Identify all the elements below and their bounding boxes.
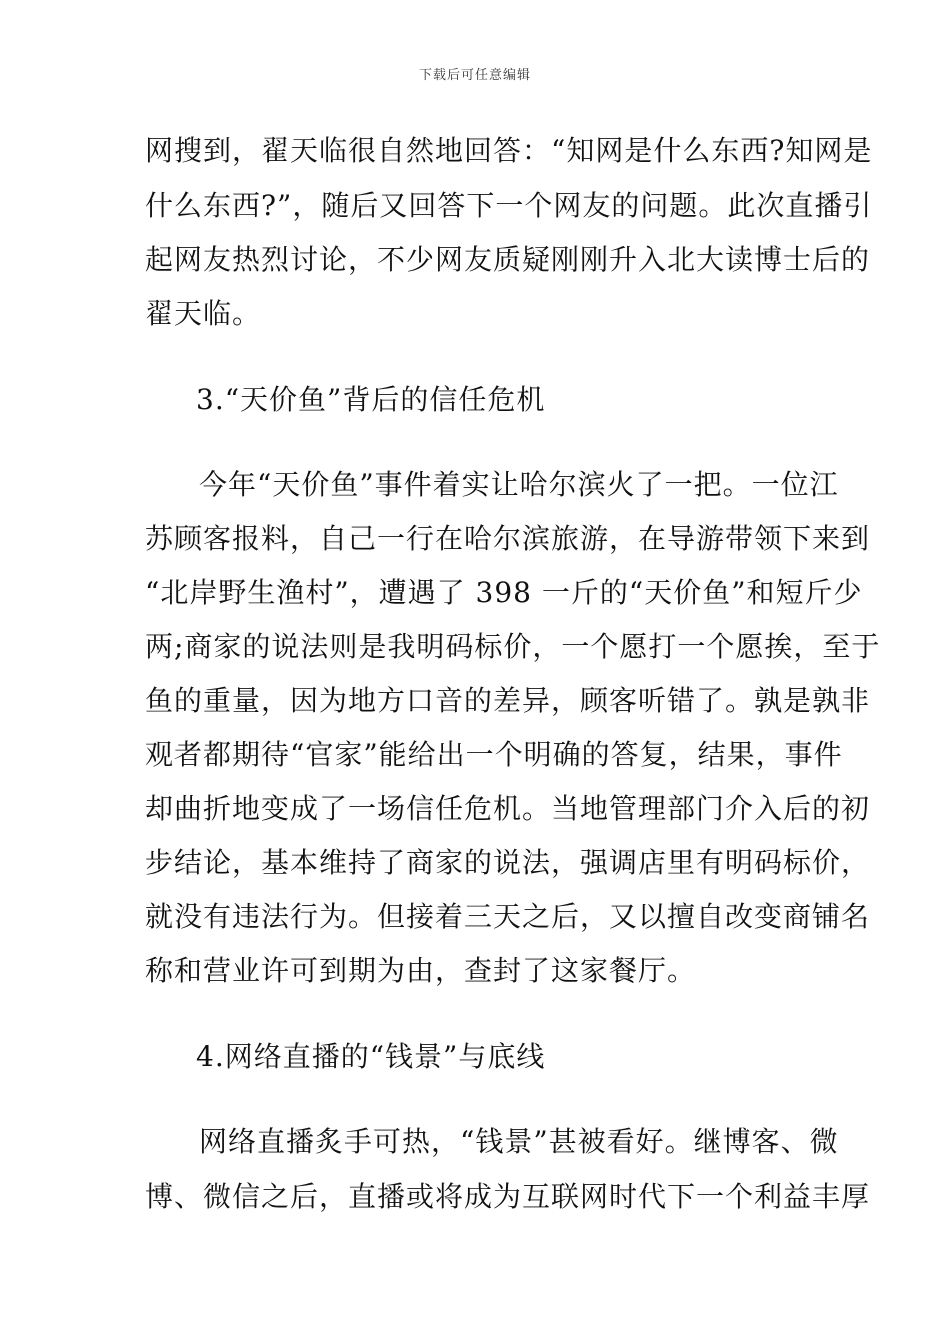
paragraph-3-line-2: 博、微信之后，直播或将成为互联网时代下一个利益丰厚 [145,1180,871,1213]
paragraph-2-line-6: 观者都期待“官家”能给出一个明确的答复，结果，事件 [145,738,843,771]
paragraph-2-line-1: 今年“天价鱼”事件着实让哈尔滨火了一把。一位江 [199,468,839,501]
paragraph-2-line-10: 称和营业许可到期为由，查封了这家餐厅。 [145,954,697,987]
paragraph-1-line-4: 翟天临。 [145,297,262,330]
paragraph-2-line-5: 鱼的重量，因为地方口音的差异，顾客听错了。孰是孰非 [145,684,871,717]
paragraph-2-line-7: 却曲折地变成了一场信任危机。当地管理部门介入后的初 [145,792,871,825]
paragraph-2-line-4: 两;商家的说法则是我明码标价，一个愿打一个愿挨，至于 [145,630,881,663]
paragraph-2-line-9: 就没有违法行为。但接着三天之后，又以擅自改变商铺名 [145,900,871,933]
paragraph-2-line-8: 步结论，基本维持了商家的说法，强调店里有明码标价， [145,846,871,879]
paragraph-1-line-1: 网搜到，翟天临很自然地回答：“知网是什么东西?知网是 [145,134,873,167]
paragraph-1-line-3: 起网友热烈讨论，不少网友质疑刚刚升入北大读博士后的 [145,243,871,276]
paragraph-2-line-2: 苏顾客报料，自己一行在哈尔滨旅游，在导游带领下来到 [145,522,871,555]
page-header: 下载后可任意编辑 [418,68,531,83]
paragraph-1-line-2: 什么东西?”，随后又回答下一个网友的问题。此次直播引 [145,189,873,222]
paragraph-3-line-1: 网络直播炙手可热，“钱景”甚被看好。继博客、微 [199,1125,839,1158]
section-heading-4: 4.网络直播的“钱景”与底线 [196,1040,546,1073]
paragraph-2-line-3: “北岸野生渔村”，遭遇了 398 一斤的“天价鱼”和短斤少 [145,576,863,609]
section-heading-3: 3.“天价鱼”背后的信任危机 [196,383,546,416]
